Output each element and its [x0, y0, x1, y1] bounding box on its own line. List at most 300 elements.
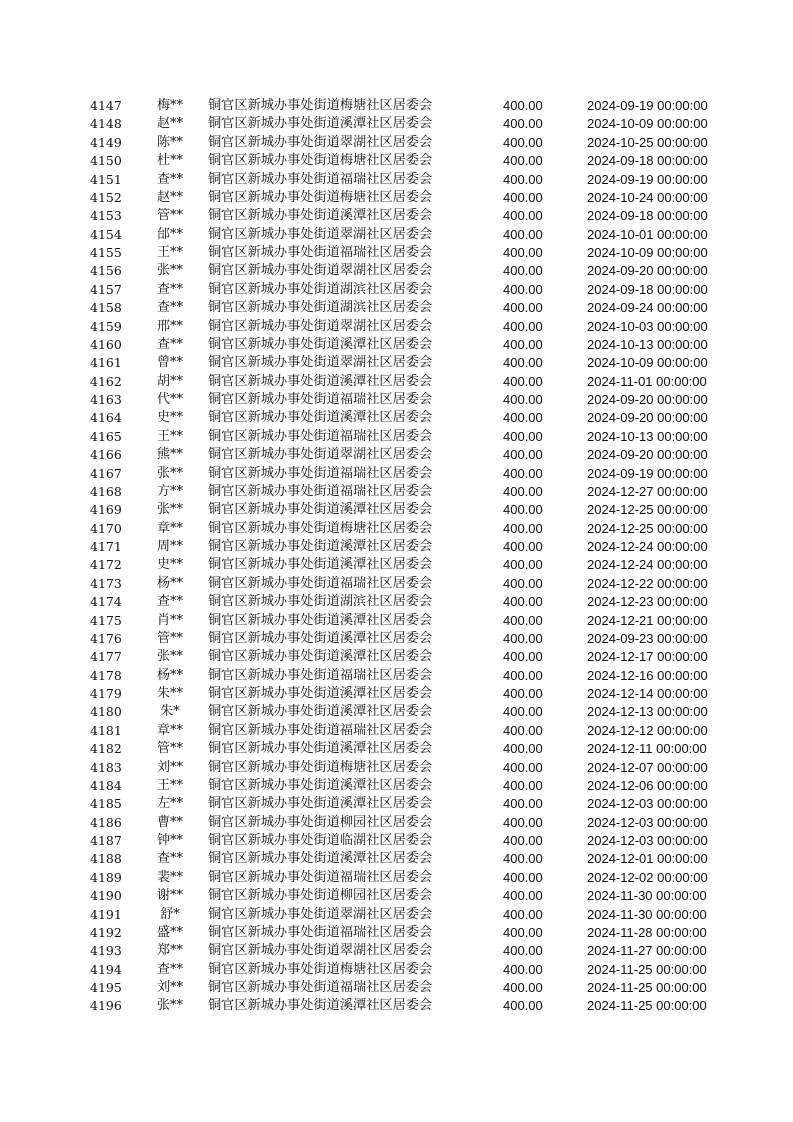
- table-row: [0, 832, 793, 850]
- amount: 400.00: [503, 318, 543, 334]
- organization: 铜官区新城办事处街道福瑞社区居委会: [208, 722, 433, 738]
- recipient-name: 管**: [156, 630, 183, 646]
- date: 2024-12-25 00:00:00: [587, 520, 708, 536]
- table-row: [0, 134, 793, 152]
- table-row: [0, 759, 793, 777]
- recipient-name: 杨**: [156, 667, 183, 683]
- date: 2024-11-30 00:00:00: [587, 906, 707, 922]
- date: 2024-12-07 00:00:00: [587, 759, 708, 775]
- recipient-name: 查**: [156, 171, 183, 187]
- recipient-name: 王**: [156, 428, 183, 444]
- date: 2024-09-19 00:00:00: [587, 465, 708, 481]
- amount: 400.00: [503, 208, 543, 224]
- table-row: [0, 115, 793, 133]
- date: 2024-10-09 00:00:00: [587, 355, 708, 371]
- recipient-name: 陈**: [156, 134, 183, 150]
- date: 2024-10-13 00:00:00: [587, 428, 708, 444]
- date: 2024-09-24 00:00:00: [587, 300, 708, 316]
- row-number: 4163: [90, 392, 122, 407]
- row-number: 4173: [90, 575, 122, 591]
- date: 2024-12-01 00:00:00: [587, 851, 708, 867]
- recipient-name: 查**: [156, 336, 183, 352]
- row-number: 4184: [90, 777, 122, 793]
- amount: 400.00: [503, 98, 543, 113]
- amount: 400.00: [503, 226, 543, 242]
- recipient-name: 赵**: [156, 189, 183, 205]
- table-row: [0, 612, 793, 630]
- row-number: 4166: [90, 447, 122, 463]
- amount: 400.00: [503, 336, 543, 352]
- table-row: [0, 465, 793, 483]
- row-number: 4148: [90, 116, 122, 132]
- row-number: 4179: [90, 686, 122, 701]
- amount: 400.00: [503, 741, 543, 757]
- row-number: 4151: [90, 171, 122, 187]
- amount: 400.00: [503, 924, 543, 940]
- table-row: [0, 152, 793, 170]
- recipient-name: 钟**: [156, 833, 183, 848]
- row-number: 4189: [90, 869, 122, 885]
- table-row: [0, 428, 793, 446]
- table-row: [0, 703, 793, 721]
- row-number: 4168: [90, 483, 122, 499]
- date: 2024-10-09 00:00:00: [587, 245, 708, 260]
- amount: 400.00: [503, 759, 543, 775]
- amount: 400.00: [503, 520, 543, 536]
- amount: 400.00: [503, 465, 543, 481]
- date: 2024-12-21 00:00:00: [587, 612, 708, 628]
- organization: 铜官区新城办事处街道梅塘社区居委会: [208, 189, 433, 205]
- row-number: 4191: [90, 906, 122, 922]
- organization: 铜官区新城办事处街道溪潭社区居委会: [208, 502, 433, 518]
- organization: 铜官区新城办事处街道溪潭社区居委会: [208, 410, 433, 426]
- amount: 400.00: [503, 116, 543, 132]
- table-row: [0, 961, 793, 979]
- table-row: [0, 373, 793, 391]
- date: 2024-12-11 00:00:00: [587, 741, 707, 757]
- organization: 铜官区新城办事处街道翠湖社区居委会: [208, 263, 433, 279]
- date: 2024-10-13 00:00:00: [587, 336, 708, 352]
- recipient-name: 左**: [156, 796, 183, 812]
- table-row: [0, 501, 793, 519]
- amount: 400.00: [503, 245, 543, 260]
- table-row: [0, 575, 793, 593]
- row-number: 4167: [90, 465, 122, 481]
- row-number: 4190: [90, 888, 122, 904]
- date: 2024-10-25 00:00:00: [587, 134, 708, 150]
- table-row: [0, 226, 793, 244]
- organization: 铜官区新城办事处街道溪潭社区居委会: [208, 373, 433, 389]
- organization: 铜官区新城办事处街道柳园社区居委会: [208, 888, 433, 904]
- date: 2024-12-24 00:00:00: [587, 539, 708, 554]
- amount: 400.00: [503, 410, 543, 426]
- organization: 铜官区新城办事处街道梅塘社区居委会: [208, 98, 433, 113]
- row-number: 4152: [90, 189, 122, 205]
- recipient-name: 赵**: [156, 116, 183, 132]
- table-row: [0, 538, 793, 556]
- recipient-name: 张**: [156, 649, 183, 665]
- table-row: [0, 667, 793, 685]
- row-number: 4154: [90, 226, 122, 242]
- amount: 400.00: [503, 594, 543, 610]
- amount: 400.00: [503, 686, 543, 701]
- table-row: [0, 97, 793, 115]
- recipient-name: 熊**: [156, 447, 183, 463]
- row-number: 4186: [90, 814, 122, 830]
- row-number: 4150: [90, 153, 122, 169]
- row-number: 4175: [90, 612, 122, 628]
- row-number: 4195: [90, 980, 122, 995]
- organization: 铜官区新城办事处街道福瑞社区居委会: [208, 575, 433, 591]
- recipient-name: 方**: [156, 483, 183, 499]
- recipient-name: 管**: [156, 208, 183, 224]
- organization: 铜官区新城办事处街道溪潭社区居委会: [208, 998, 433, 1014]
- row-number: 4183: [90, 759, 122, 775]
- date: 2024-09-23 00:00:00: [587, 630, 708, 646]
- recipient-name: 邰**: [156, 226, 183, 242]
- organization: 铜官区新城办事处街道湖滨社区居委会: [208, 281, 433, 297]
- date: 2024-10-09 00:00:00: [587, 116, 708, 132]
- recipient-name: 梅**: [156, 98, 183, 113]
- amount: 400.00: [503, 557, 543, 573]
- table-row: [0, 906, 793, 924]
- organization: 铜官区新城办事处街道福瑞社区居委会: [208, 245, 433, 260]
- recipient-name: 章**: [156, 722, 183, 738]
- date: 2024-12-03 00:00:00: [587, 833, 708, 848]
- amount: 400.00: [503, 502, 543, 518]
- table-row: [0, 740, 793, 758]
- date: 2024-09-20 00:00:00: [587, 392, 708, 407]
- row-number: 4155: [90, 245, 122, 260]
- date: 2024-09-18 00:00:00: [587, 153, 708, 169]
- row-number: 4149: [90, 134, 122, 150]
- recipient-name: 舒*: [160, 906, 180, 922]
- amount: 400.00: [503, 447, 543, 463]
- row-number: 4185: [90, 796, 122, 812]
- organization: 铜官区新城办事处街道梅塘社区居委会: [208, 153, 433, 169]
- organization: 铜官区新城办事处街道福瑞社区居委会: [208, 869, 433, 885]
- amount: 400.00: [503, 134, 543, 150]
- table-row: [0, 520, 793, 538]
- date: 2024-11-28 00:00:00: [587, 924, 707, 940]
- date: 2024-12-12 00:00:00: [587, 722, 708, 738]
- organization: 铜官区新城办事处街道溪潭社区居委会: [208, 686, 433, 701]
- organization: 铜官区新城办事处街道翠湖社区居委会: [208, 355, 433, 371]
- organization: 铜官区新城办事处街道溪潭社区居委会: [208, 777, 433, 793]
- row-number: 4181: [90, 722, 122, 738]
- amount: 400.00: [503, 906, 543, 922]
- amount: 400.00: [503, 869, 543, 885]
- row-number: 4194: [90, 961, 122, 977]
- date: 2024-09-19 00:00:00: [587, 98, 708, 113]
- table-row: [0, 979, 793, 997]
- organization: 铜官区新城办事处街道福瑞社区居委会: [208, 980, 433, 995]
- amount: 400.00: [503, 373, 543, 389]
- recipient-name: 杨**: [156, 575, 183, 591]
- organization: 铜官区新城办事处街道福瑞社区居委会: [208, 465, 433, 481]
- organization: 铜官区新城办事处街道福瑞社区居委会: [208, 924, 433, 940]
- table-row: [0, 262, 793, 280]
- row-number: 4161: [90, 355, 122, 371]
- recipient-name: 史**: [156, 410, 183, 426]
- row-number: 4178: [90, 667, 122, 683]
- recipient-name: 张**: [156, 465, 183, 481]
- table-row: [0, 997, 793, 1015]
- row-number: 4188: [90, 851, 122, 867]
- recipient-name: 王**: [156, 245, 183, 260]
- date: 2024-12-27 00:00:00: [587, 483, 708, 499]
- date: 2024-11-01 00:00:00: [587, 373, 707, 389]
- recipient-name: 肖**: [156, 612, 183, 628]
- amount: 400.00: [503, 630, 543, 646]
- row-number: 4164: [90, 410, 122, 426]
- row-number: 4160: [90, 336, 122, 352]
- organization: 铜官区新城办事处街道福瑞社区居委会: [208, 428, 433, 444]
- amount: 400.00: [503, 171, 543, 187]
- organization: 铜官区新城办事处街道溪潭社区居委会: [208, 336, 433, 352]
- date: 2024-12-23 00:00:00: [587, 594, 708, 610]
- organization: 铜官区新城办事处街道福瑞社区居委会: [208, 392, 433, 407]
- amount: 400.00: [503, 392, 543, 407]
- recipient-name: 管**: [156, 741, 183, 757]
- table-row: [0, 409, 793, 427]
- table-row: [0, 354, 793, 372]
- recipient-name: 查**: [156, 594, 183, 610]
- row-number: 4193: [90, 943, 122, 959]
- amount: 400.00: [503, 833, 543, 848]
- amount: 400.00: [503, 814, 543, 830]
- table-row: [0, 887, 793, 905]
- organization: 铜官区新城办事处街道溪潭社区居委会: [208, 741, 433, 757]
- amount: 400.00: [503, 428, 543, 444]
- row-number: 4170: [90, 520, 122, 536]
- recipient-name: 朱**: [156, 686, 183, 701]
- recipient-name: 邢**: [156, 318, 183, 334]
- date: 2024-11-30 00:00:00: [587, 888, 707, 904]
- recipient-name: 裴**: [156, 869, 183, 885]
- row-number: 4169: [90, 502, 122, 518]
- date: 2024-12-22 00:00:00: [587, 575, 708, 591]
- amount: 400.00: [503, 263, 543, 279]
- row-number: 4176: [90, 630, 122, 646]
- table-row: [0, 593, 793, 611]
- amount: 400.00: [503, 888, 543, 904]
- organization: 铜官区新城办事处街道溪潭社区居委会: [208, 796, 433, 812]
- row-number: 4174: [90, 594, 122, 610]
- organization: 铜官区新城办事处街道翠湖社区居委会: [208, 226, 433, 242]
- date: 2024-11-27 00:00:00: [587, 943, 707, 959]
- date: 2024-09-20 00:00:00: [587, 410, 708, 426]
- recipient-name: 章**: [156, 520, 183, 536]
- date: 2024-12-17 00:00:00: [587, 649, 708, 665]
- date: 2024-11-25 00:00:00: [587, 980, 707, 995]
- date: 2024-09-18 00:00:00: [587, 281, 708, 297]
- table-row: [0, 648, 793, 666]
- organization: 铜官区新城办事处街道福瑞社区居委会: [208, 667, 433, 683]
- organization: 铜官区新城办事处街道溪潭社区居委会: [208, 612, 433, 628]
- table-row: [0, 850, 793, 868]
- recipient-name: 张**: [156, 998, 183, 1014]
- records-table: [0, 97, 793, 1016]
- organization: 铜官区新城办事处街道梅塘社区居委会: [208, 520, 433, 536]
- table-row: [0, 336, 793, 354]
- amount: 400.00: [503, 189, 543, 205]
- date: 2024-09-19 00:00:00: [587, 171, 708, 187]
- amount: 400.00: [503, 722, 543, 738]
- table-row: [0, 483, 793, 501]
- table-row: [0, 556, 793, 574]
- organization: 铜官区新城办事处街道溪潭社区居委会: [208, 539, 433, 554]
- table-row: [0, 189, 793, 207]
- table-row: [0, 814, 793, 832]
- date: 2024-10-03 00:00:00: [587, 318, 708, 334]
- date: 2024-09-20 00:00:00: [587, 447, 708, 463]
- organization: 铜官区新城办事处街道溪潭社区居委会: [208, 704, 433, 720]
- amount: 400.00: [503, 575, 543, 591]
- row-number: 4192: [90, 924, 122, 940]
- table-row: [0, 685, 793, 703]
- row-number: 4196: [90, 998, 122, 1014]
- row-number: 4158: [90, 300, 122, 316]
- organization: 铜官区新城办事处街道溪潭社区居委会: [208, 851, 433, 867]
- amount: 400.00: [503, 667, 543, 683]
- recipient-name: 查**: [156, 961, 183, 977]
- amount: 400.00: [503, 943, 543, 959]
- date: 2024-12-25 00:00:00: [587, 502, 708, 518]
- table-row: [0, 244, 793, 262]
- row-number: 4153: [90, 208, 122, 224]
- row-number: 4172: [90, 557, 122, 573]
- row-number: 4147: [90, 98, 122, 113]
- amount: 400.00: [503, 281, 543, 297]
- amount: 400.00: [503, 355, 543, 371]
- table-row: [0, 869, 793, 887]
- organization: 铜官区新城办事处街道湖滨社区居委会: [208, 300, 433, 316]
- table-row: [0, 630, 793, 648]
- amount: 400.00: [503, 980, 543, 995]
- amount: 400.00: [503, 704, 543, 720]
- date: 2024-12-13 00:00:00: [587, 704, 708, 720]
- recipient-name: 曹**: [156, 814, 183, 830]
- row-number: 4187: [90, 833, 122, 848]
- organization: 铜官区新城办事处街道翠湖社区居委会: [208, 318, 433, 334]
- organization: 铜官区新城办事处街道溪潭社区居委会: [208, 649, 433, 665]
- organization: 铜官区新城办事处街道溪潭社区居委会: [208, 208, 433, 224]
- date: 2024-12-03 00:00:00: [587, 814, 708, 830]
- recipient-name: 王**: [156, 777, 183, 793]
- row-number: 4157: [90, 281, 122, 297]
- organization: 铜官区新城办事处街道溪潭社区居委会: [208, 630, 433, 646]
- recipient-name: 盛**: [156, 924, 183, 940]
- amount: 400.00: [503, 153, 543, 169]
- date: 2024-12-16 00:00:00: [587, 667, 708, 683]
- recipient-name: 朱*: [160, 704, 180, 720]
- row-number: 4177: [90, 649, 122, 665]
- date: 2024-11-25 00:00:00: [587, 961, 707, 977]
- date: 2024-12-06 00:00:00: [587, 777, 708, 793]
- table-row: [0, 942, 793, 960]
- organization: 铜官区新城办事处街道翠湖社区居委会: [208, 447, 433, 463]
- recipient-name: 史**: [156, 557, 183, 573]
- recipient-name: 查**: [156, 851, 183, 867]
- organization: 铜官区新城办事处街道翠湖社区居委会: [208, 134, 433, 150]
- recipient-name: 刘**: [156, 980, 183, 995]
- recipient-name: 代**: [156, 392, 183, 407]
- amount: 400.00: [503, 961, 543, 977]
- recipient-name: 刘**: [156, 759, 183, 775]
- recipient-name: 周**: [156, 539, 183, 554]
- recipient-name: 张**: [156, 502, 183, 518]
- recipient-name: 张**: [156, 263, 183, 279]
- organization: 铜官区新城办事处街道柳园社区居委会: [208, 814, 433, 830]
- organization: 铜官区新城办事处街道湖滨社区居委会: [208, 594, 433, 610]
- amount: 400.00: [503, 539, 543, 554]
- organization: 铜官区新城办事处街道溪潭社区居委会: [208, 557, 433, 573]
- date: 2024-12-24 00:00:00: [587, 557, 708, 573]
- organization: 铜官区新城办事处街道梅塘社区居委会: [208, 759, 433, 775]
- date: 2024-09-18 00:00:00: [587, 208, 708, 224]
- organization: 铜官区新城办事处街道翠湖社区居委会: [208, 906, 433, 922]
- table-row: [0, 777, 793, 795]
- row-number: 4156: [90, 263, 122, 279]
- amount: 400.00: [503, 998, 543, 1014]
- row-number: 4180: [90, 704, 122, 720]
- date: 2024-12-03 00:00:00: [587, 796, 708, 812]
- date: 2024-11-25 00:00:00: [587, 998, 707, 1014]
- organization: 铜官区新城办事处街道临湖社区居委会: [208, 833, 433, 848]
- date: 2024-12-14 00:00:00: [587, 686, 708, 701]
- table-row: [0, 207, 793, 225]
- row-number: 4171: [90, 539, 122, 554]
- table-row: [0, 281, 793, 299]
- date: 2024-12-02 00:00:00: [587, 869, 708, 885]
- date: 2024-10-01 00:00:00: [587, 226, 708, 242]
- amount: 400.00: [503, 851, 543, 867]
- date: 2024-09-20 00:00:00: [587, 263, 708, 279]
- recipient-name: 查**: [156, 281, 183, 297]
- table-row: [0, 318, 793, 336]
- table-row: [0, 299, 793, 317]
- amount: 400.00: [503, 649, 543, 665]
- organization: 铜官区新城办事处街道福瑞社区居委会: [208, 483, 433, 499]
- amount: 400.00: [503, 777, 543, 793]
- table-row: [0, 171, 793, 189]
- organization: 铜官区新城办事处街道溪潭社区居委会: [208, 116, 433, 132]
- organization: 铜官区新城办事处街道翠湖社区居委会: [208, 943, 433, 959]
- row-number: 4159: [90, 318, 122, 334]
- recipient-name: 胡**: [156, 373, 183, 389]
- amount: 400.00: [503, 300, 543, 316]
- row-number: 4182: [90, 741, 122, 757]
- recipient-name: 杜**: [156, 153, 183, 169]
- recipient-name: 曾**: [156, 355, 183, 371]
- table-row: [0, 924, 793, 942]
- table-row: [0, 391, 793, 409]
- recipient-name: 查**: [156, 300, 183, 316]
- row-number: 4162: [90, 373, 122, 389]
- organization: 铜官区新城办事处街道梅塘社区居委会: [208, 961, 433, 977]
- table-row: [0, 446, 793, 464]
- amount: 400.00: [503, 612, 543, 628]
- organization: 铜官区新城办事处街道福瑞社区居委会: [208, 171, 433, 187]
- table-row: [0, 795, 793, 813]
- table-row: [0, 722, 793, 740]
- amount: 400.00: [503, 796, 543, 812]
- recipient-name: 谢**: [156, 888, 183, 904]
- amount: 400.00: [503, 483, 543, 499]
- row-number: 4165: [90, 428, 122, 444]
- date: 2024-10-24 00:00:00: [587, 189, 708, 205]
